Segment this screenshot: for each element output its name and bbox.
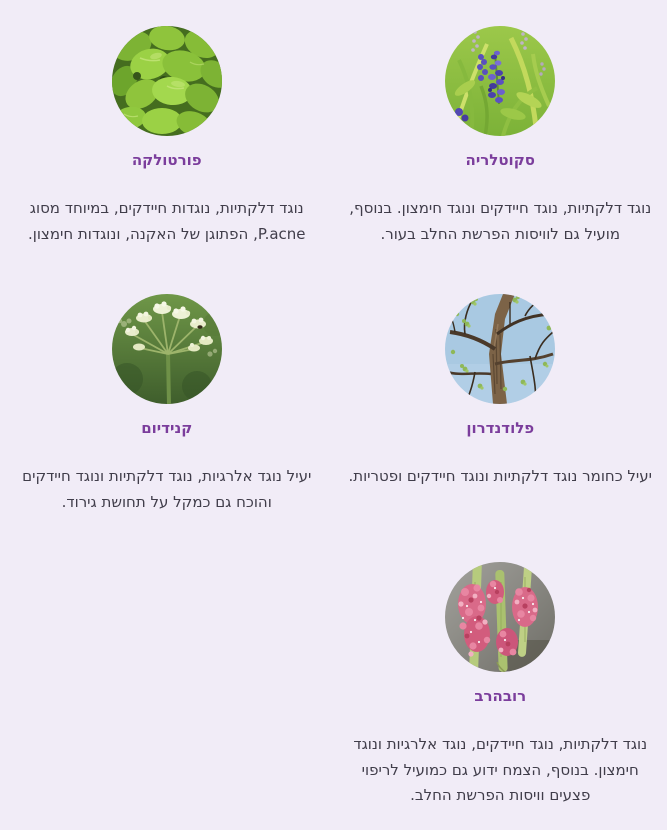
plant-description: יעיל כחומר נוגד דלקתיות ונוגד חיידקים ופטריות. [339,464,661,490]
plant-name: פורטולקה [0,150,334,170]
plant-card-portulaca [0,0,334,247]
plant-description: נוגד דלקתיות, נוגד חיידקים ונוגד חימצון. בנוסף, מועיל גם לוויסות הפרשת החלב בעור. [339,196,661,247]
plant-card-cnidium [0,268,334,515]
scutellaria-photo [445,26,555,136]
plant-name: סקוטלריה [334,150,667,170]
plant-card-phellodendron [334,268,667,515]
plant-name: פלודנדרון [334,418,667,438]
plant-name: רובהרב [334,686,667,706]
phellodendron-photo [445,294,555,404]
plant-card-rhubarb [334,536,667,809]
plant-description: נוגד דלקתיות, נוגדות חיידקים, במיוחד מסוג P.acne, הפתוגן של האקנה, ונוגדות חימצון. [6,196,328,247]
cnidium-photo [112,294,222,404]
plant-card-scutellaria [334,0,667,247]
portulaca-photo [112,26,222,136]
rhubarb-photo [445,562,555,672]
plant-description: נוגד דלקתיות, נוגד חיידקים, נוגד אלרגיות ונוגד חימצון. בנוסף, הצמח ידוע גם כמועיל לריפוי פצעים וויסות הפרשת החלב. [339,732,661,809]
plant-description: יעיל נוגד אלרגיות, נוגד דלקתיות ונוגד חיידקים והוכח גם כמקל על תחושת גירוד. [6,464,328,515]
plant-name: קנידיום [0,418,334,438]
